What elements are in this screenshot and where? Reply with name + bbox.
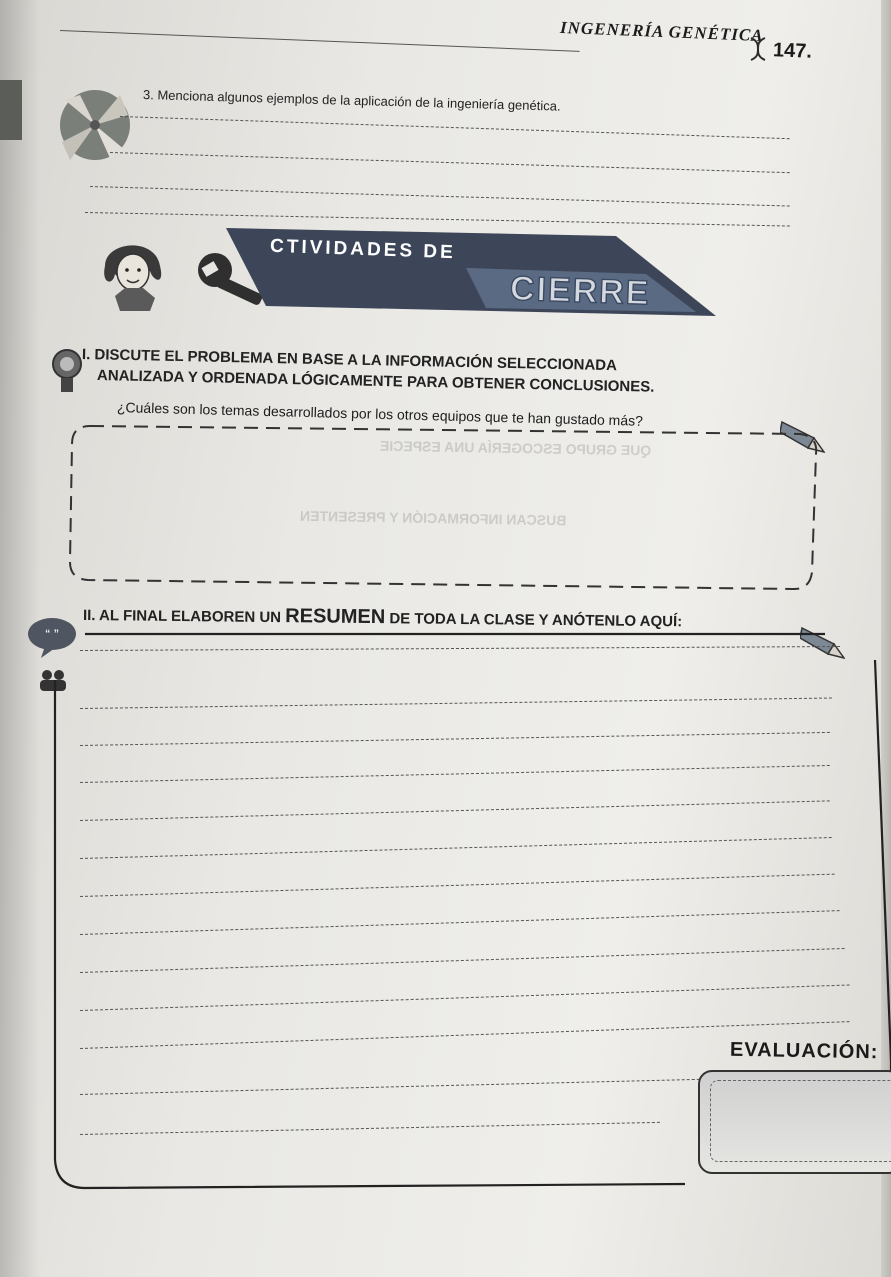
bleed-through-text: QUE GRUPO ESCOGERÍA UNA ESPECIE <box>379 437 652 459</box>
answer-line[interactable] <box>85 212 790 227</box>
answer-line[interactable] <box>120 116 790 139</box>
bleed-through-text: BUSCAN INFORMACIÓN Y PRESENTEN <box>299 507 567 529</box>
page-number: 147. <box>772 39 813 63</box>
flower-illustration <box>50 70 130 190</box>
student-girl-illustration <box>95 236 175 316</box>
answer-line[interactable] <box>110 152 790 173</box>
svg-text:“ ”: “ ” <box>45 626 59 642</box>
header-rule <box>60 30 580 52</box>
section-1-answer-box[interactable] <box>60 412 830 602</box>
section-1-heading-line1: I. DISCUTE EL PROBLEMA EN BASE A LA INFORMACIÓN SELECCIONADA <box>81 346 618 375</box>
section-2-heading-suffix: DE TODA LA CLASE Y ANÓTENLO AQUÍ: <box>389 610 683 631</box>
banner-title-line1: CTIVIDADES DE <box>269 235 457 264</box>
left-margin-figure <box>0 80 22 140</box>
evaluation-label: EVALUACIÓN: <box>729 1038 879 1064</box>
dna-icon <box>747 36 769 62</box>
answer-line[interactable] <box>90 186 790 207</box>
section-1-question: ¿Cuáles son los temas desarrollados por los otros equipos que te han gustado más? <box>116 399 644 429</box>
question-3: 3. Menciona algunos ejemplos de la aplicación de la ingeniería genética. <box>142 87 561 114</box>
evaluation-inner-border <box>710 1080 891 1162</box>
section-1-heading-line2: ANALIZADA Y ORDENADA LÓGICAMENTE PARA OBTENER CONCLUSIONES. <box>96 367 655 396</box>
section-2-heading-prefix: II. AL FINAL ELABOREN UN <box>82 607 282 627</box>
section-2-heading-highlight: RESUMEN <box>285 605 386 629</box>
banner-title-line2: CIERRE <box>509 269 652 313</box>
page-header-title: INGENERÍA GENÉTICA <box>559 17 764 46</box>
lightbulb-icon <box>50 348 84 398</box>
